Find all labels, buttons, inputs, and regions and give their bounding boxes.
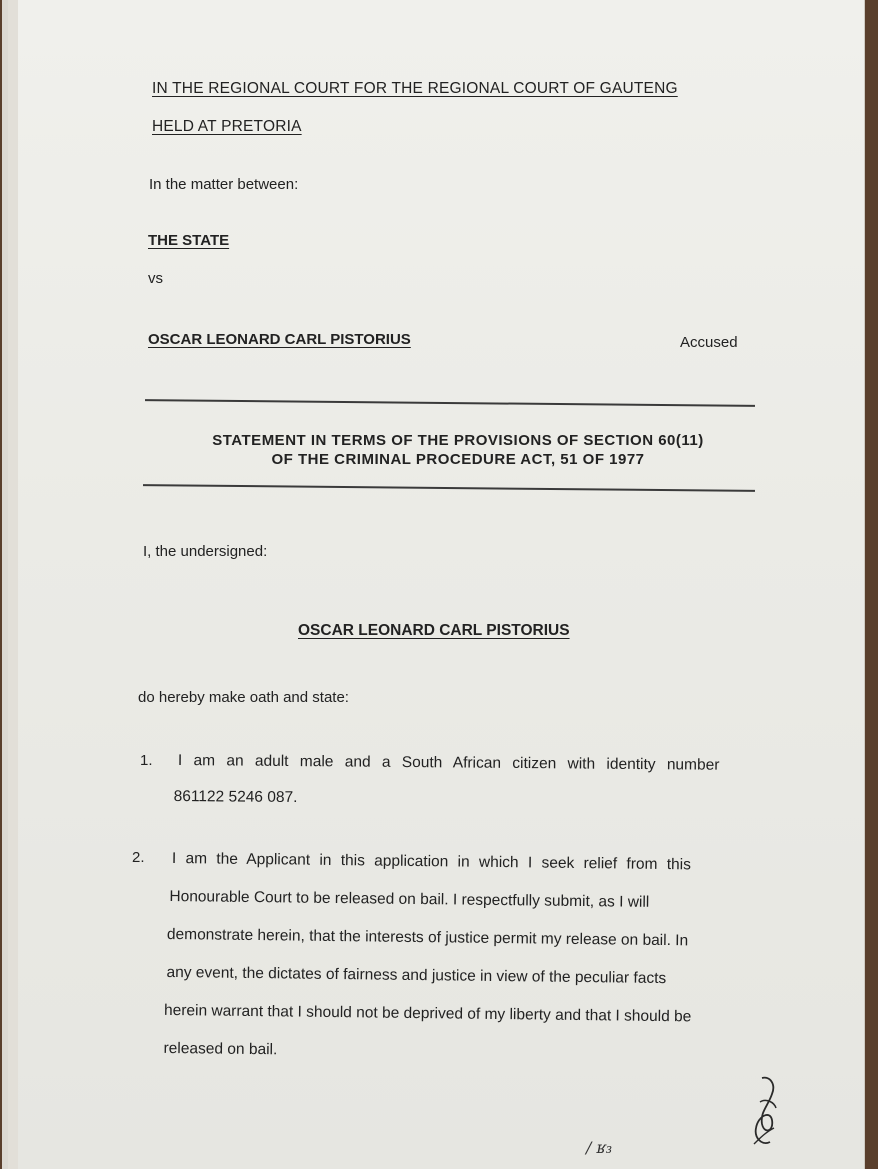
matter-between-label: In the matter between: — [149, 176, 299, 193]
divider-bottom — [143, 484, 755, 492]
oath-statement: do hereby make oath and state: — [138, 689, 349, 706]
statement-title-line1: STATEMENT IN TERMS OF THE PROVISIONS OF SECTION 60(11) — [212, 432, 704, 449]
held-at-line: HELD AT PRETORIA — [152, 118, 302, 135]
paragraph-number: 1. — [140, 752, 153, 769]
paragraph-line: demonstrate herein, that the interests of justice permit my release on bail. In — [166, 925, 689, 950]
paragraph-line: Honourable Court to be released on bail. I respectfully submit, as I will — [169, 887, 650, 911]
signature-initials-icon — [740, 1072, 790, 1152]
court-heading: IN THE REGIONAL COURT FOR THE REGIONAL COURT OF GAUTENG — [152, 80, 678, 97]
paragraph-line: any event, the dictates of fairness and justice in view of the peculiar facts — [166, 963, 667, 988]
paragraph-2 — [163, 850, 762, 1077]
paragraph-line: herein warrant that I should not be deprived of my liberty and that I should be — [163, 1001, 692, 1026]
undersigned-label: I, the undersigned: — [143, 543, 268, 560]
statement-title-line2: OF THE CRIMINAL PROCEDURE ACT, 51 OF 1977 — [271, 451, 645, 468]
affidavit-page — [18, 0, 864, 1169]
handwritten-page-mark: / ʁ₃ — [586, 1138, 613, 1157]
paragraph-line: released on bail. — [163, 1039, 278, 1059]
deponent-name: OSCAR LEONARD CARL PISTORIUS — [298, 622, 570, 639]
paragraph-line: 861122 5246 087. — [173, 787, 298, 807]
paragraph-1 — [173, 752, 758, 817]
paragraph-line: I am the Applicant in this application in which I seek relief from this — [171, 850, 691, 874]
accused-role-label: Accused — [680, 334, 738, 351]
party-state: THE STATE — [148, 232, 230, 249]
versus-label: vs — [148, 270, 163, 287]
paragraph-number: 2. — [132, 849, 145, 866]
divider-top — [145, 399, 755, 407]
party-accused: OSCAR LEONARD CARL PISTORIUS — [148, 331, 411, 348]
paragraph-line: I am an adult male and a South African citizen with identity number — [177, 752, 720, 774]
